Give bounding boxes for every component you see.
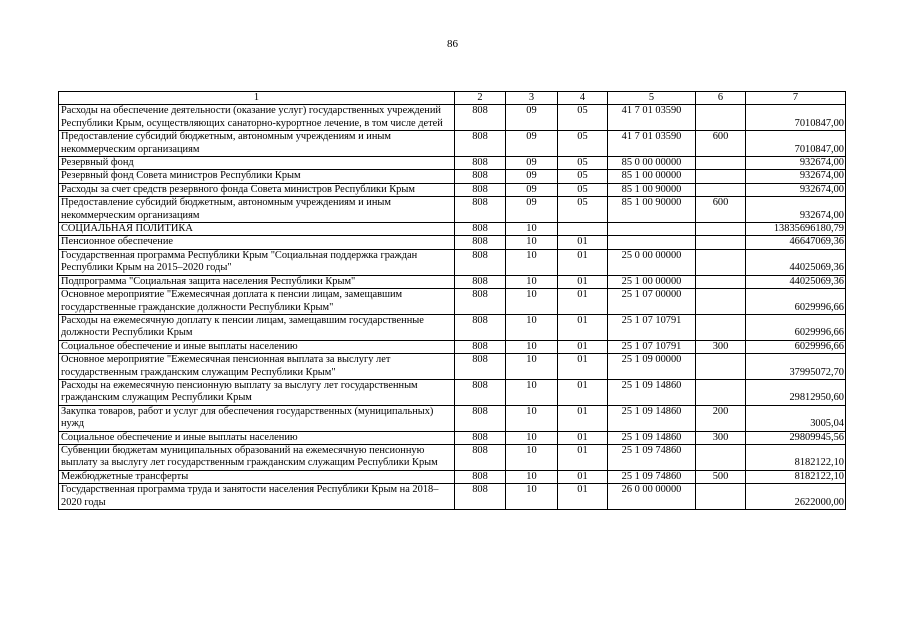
expense-type-cell [696,170,746,183]
amount-cell: 7010847,00 [746,131,846,157]
expense-type-cell [696,183,746,196]
target-article-cell: 41 7 01 03590 [608,105,696,131]
section-code-cell: 10 [506,314,558,340]
subsection-code-cell: 01 [558,275,608,288]
section-code-cell: 09 [506,170,558,183]
ministry-code-cell: 808 [455,197,506,223]
subsection-code-cell: 01 [558,289,608,315]
subsection-code-cell: 01 [558,405,608,431]
target-article-cell: 25 1 09 14860 [608,379,696,405]
target-article-cell: 25 1 09 74860 [608,444,696,470]
target-article-cell: 25 1 09 14860 [608,431,696,444]
subsection-code-cell: 05 [558,197,608,223]
subsection-code-cell: 01 [558,470,608,483]
section-code-cell: 10 [506,431,558,444]
expense-type-cell [696,444,746,470]
expense-type-cell [696,236,746,249]
ministry-code-cell: 808 [455,444,506,470]
target-article-cell: 25 1 09 00000 [608,354,696,380]
expense-type-cell [696,105,746,131]
table-header-row [59,92,846,105]
target-article-cell: 25 1 07 00000 [608,289,696,315]
table-row [59,170,846,183]
expense-type-cell: 600 [696,197,746,223]
amount-cell: 13835696180,79 [746,223,846,236]
section-code-cell: 09 [506,183,558,196]
subsection-code-cell [558,223,608,236]
table-row [59,249,846,275]
subsection-code-cell: 05 [558,183,608,196]
subsection-code-cell: 01 [558,340,608,353]
header-cell: 6 [696,92,746,105]
table-row [59,354,846,380]
table-row [59,289,846,315]
amount-cell: 8182122,10 [746,470,846,483]
amount-cell: 44025069,36 [746,249,846,275]
ministry-code-cell: 808 [455,470,506,483]
row-name-cell: Межбюджетные трансферты [59,470,455,483]
section-code-cell: 09 [506,157,558,170]
expense-type-cell: 300 [696,340,746,353]
section-code-cell: 10 [506,379,558,405]
ministry-code-cell: 808 [455,157,506,170]
row-name-cell: Государственная программа труда и занятости населения Республики Крым на 2018–2020 годы [59,484,455,510]
expense-type-cell [696,314,746,340]
row-name-cell: Резервный фонд Совета министров Республики Крым [59,170,455,183]
ministry-code-cell: 808 [455,405,506,431]
ministry-code-cell: 808 [455,223,506,236]
target-article-cell: 41 7 01 03590 [608,131,696,157]
target-article-cell: 26 0 00 00000 [608,484,696,510]
table-row [59,183,846,196]
section-code-cell: 09 [506,131,558,157]
header-cell: 4 [558,92,608,105]
section-code-cell: 09 [506,197,558,223]
ministry-code-cell: 808 [455,340,506,353]
subsection-code-cell: 05 [558,157,608,170]
amount-cell: 7010847,00 [746,105,846,131]
section-code-cell: 10 [506,340,558,353]
budget-table [58,91,846,510]
header-cell: 2 [455,92,506,105]
subsection-code-cell: 05 [558,131,608,157]
amount-cell: 44025069,36 [746,275,846,288]
target-article-cell: 25 1 09 14860 [608,405,696,431]
subsection-code-cell: 01 [558,354,608,380]
ministry-code-cell: 808 [455,431,506,444]
table-row [59,470,846,483]
table-row [59,340,846,353]
amount-cell: 932674,00 [746,197,846,223]
ministry-code-cell: 808 [455,275,506,288]
section-code-cell: 10 [506,354,558,380]
row-name-cell: Расходы на ежемесячную доплату к пенсии лицам, замещавшим государственные должности Республики Крым [59,314,455,340]
table-row [59,444,846,470]
expense-type-cell [696,223,746,236]
subsection-code-cell: 01 [558,484,608,510]
ministry-code-cell: 808 [455,289,506,315]
row-name-cell: Подпрограмма "Социальная защита населения Республики Крым" [59,275,455,288]
expense-type-cell: 200 [696,405,746,431]
amount-cell: 6029996,66 [746,340,846,353]
section-code-cell: 10 [506,275,558,288]
row-name-cell: Основное мероприятие "Ежемесячная доплата к пенсии лицам, замещавшим государственные гражданские должности Республики Крым" [59,289,455,315]
target-article-cell: 25 1 07 10791 [608,340,696,353]
expense-type-cell: 600 [696,131,746,157]
ministry-code-cell: 808 [455,354,506,380]
subsection-code-cell: 01 [558,236,608,249]
row-name-cell: СОЦИАЛЬНАЯ ПОЛИТИКА [59,223,455,236]
row-name-cell: Резервный фонд [59,157,455,170]
section-code-cell: 09 [506,105,558,131]
ministry-code-cell: 808 [455,183,506,196]
amount-cell: 37995072,70 [746,354,846,380]
amount-cell: 29809945,56 [746,431,846,444]
ministry-code-cell: 808 [455,484,506,510]
expense-type-cell [696,379,746,405]
ministry-code-cell: 808 [455,170,506,183]
target-article-cell: 85 1 00 00000 [608,170,696,183]
table-row [59,379,846,405]
row-name-cell: Государственная программа Республики Крым "Социальная поддержка граждан Республики Крым на 2015–2020 годы" [59,249,455,275]
amount-cell: 8182122,10 [746,444,846,470]
subsection-code-cell: 01 [558,379,608,405]
amount-cell: 2622000,00 [746,484,846,510]
target-article-cell: 85 1 00 90000 [608,197,696,223]
section-code-cell: 10 [506,405,558,431]
ministry-code-cell: 808 [455,249,506,275]
table-row [59,131,846,157]
header-cell: 5 [608,92,696,105]
table-row [59,314,846,340]
target-article-cell: 25 1 07 10791 [608,314,696,340]
ministry-code-cell: 808 [455,105,506,131]
ministry-code-cell: 808 [455,131,506,157]
ministry-code-cell: 808 [455,379,506,405]
subsection-code-cell: 01 [558,314,608,340]
subsection-code-cell: 05 [558,105,608,131]
row-name-cell: Расходы на обеспечение деятельности (оказание услуг) государственных учреждений Республики Крым, осуществляющих санаторно-курортное лечение, в том числе детей [59,105,455,131]
target-article-cell [608,236,696,249]
section-code-cell: 10 [506,236,558,249]
amount-cell: 932674,00 [746,170,846,183]
expense-type-cell [696,157,746,170]
amount-cell: 6029996,66 [746,314,846,340]
target-article-cell [608,223,696,236]
target-article-cell: 85 0 00 00000 [608,157,696,170]
amount-cell: 46647069,36 [746,236,846,249]
row-name-cell: Закупка товаров, работ и услуг для обеспечения государственных (муниципальных) нужд [59,405,455,431]
row-name-cell: Социальное обеспечение и иные выплаты населению [59,340,455,353]
header-cell: 7 [746,92,846,105]
section-code-cell: 10 [506,444,558,470]
header-cell: 1 [59,92,455,105]
table-row [59,275,846,288]
amount-cell: 6029996,66 [746,289,846,315]
table-row [59,223,846,236]
target-article-cell: 85 1 00 90000 [608,183,696,196]
section-code-cell: 10 [506,484,558,510]
table-row [59,197,846,223]
table-row [59,484,846,510]
table-row [59,405,846,431]
expense-type-cell [696,289,746,315]
row-name-cell: Предоставление субсидий бюджетным, автономным учреждениям и иным некоммерческим организациям [59,131,455,157]
amount-cell: 932674,00 [746,183,846,196]
row-name-cell: Основное мероприятие "Ежемесячная пенсионная выплата за выслугу лет государственным гражданским служащим Республики Крым" [59,354,455,380]
section-code-cell: 10 [506,223,558,236]
target-article-cell: 25 0 00 00000 [608,249,696,275]
row-name-cell: Расходы на ежемесячную пенсионную выплату за выслугу лет государственным гражданским служащим Республики Крым [59,379,455,405]
target-article-cell: 25 1 00 00000 [608,275,696,288]
amount-cell: 29812950,60 [746,379,846,405]
subsection-code-cell: 01 [558,249,608,275]
table-row [59,105,846,131]
expense-type-cell [696,249,746,275]
row-name-cell: Субвенции бюджетам муниципальных образований на ежемесячную пенсионную выплату за выслугу лет государственным гражданским служащим Республики Крым [59,444,455,470]
row-name-cell: Пенсионное обеспечение [59,236,455,249]
expense-type-cell: 300 [696,431,746,444]
section-code-cell: 10 [506,249,558,275]
expense-type-cell [696,275,746,288]
expense-type-cell: 500 [696,470,746,483]
ministry-code-cell: 808 [455,314,506,340]
section-code-cell: 10 [506,470,558,483]
target-article-cell: 25 1 09 74860 [608,470,696,483]
table-row [59,431,846,444]
header-cell: 3 [506,92,558,105]
expense-type-cell [696,484,746,510]
subsection-code-cell: 01 [558,444,608,470]
amount-cell: 932674,00 [746,157,846,170]
subsection-code-cell: 05 [558,170,608,183]
ministry-code-cell: 808 [455,236,506,249]
page-number: 86 [447,38,458,50]
section-code-cell: 10 [506,289,558,315]
row-name-cell: Расходы за счет средств резервного фонда Совета министров Республики Крым [59,183,455,196]
expense-type-cell [696,354,746,380]
table-row [59,236,846,249]
row-name-cell: Социальное обеспечение и иные выплаты населению [59,431,455,444]
subsection-code-cell: 01 [558,431,608,444]
row-name-cell: Предоставление субсидий бюджетным, автономным учреждениям и иным некоммерческим организациям [59,197,455,223]
table-row [59,157,846,170]
amount-cell: 3005,04 [746,405,846,431]
